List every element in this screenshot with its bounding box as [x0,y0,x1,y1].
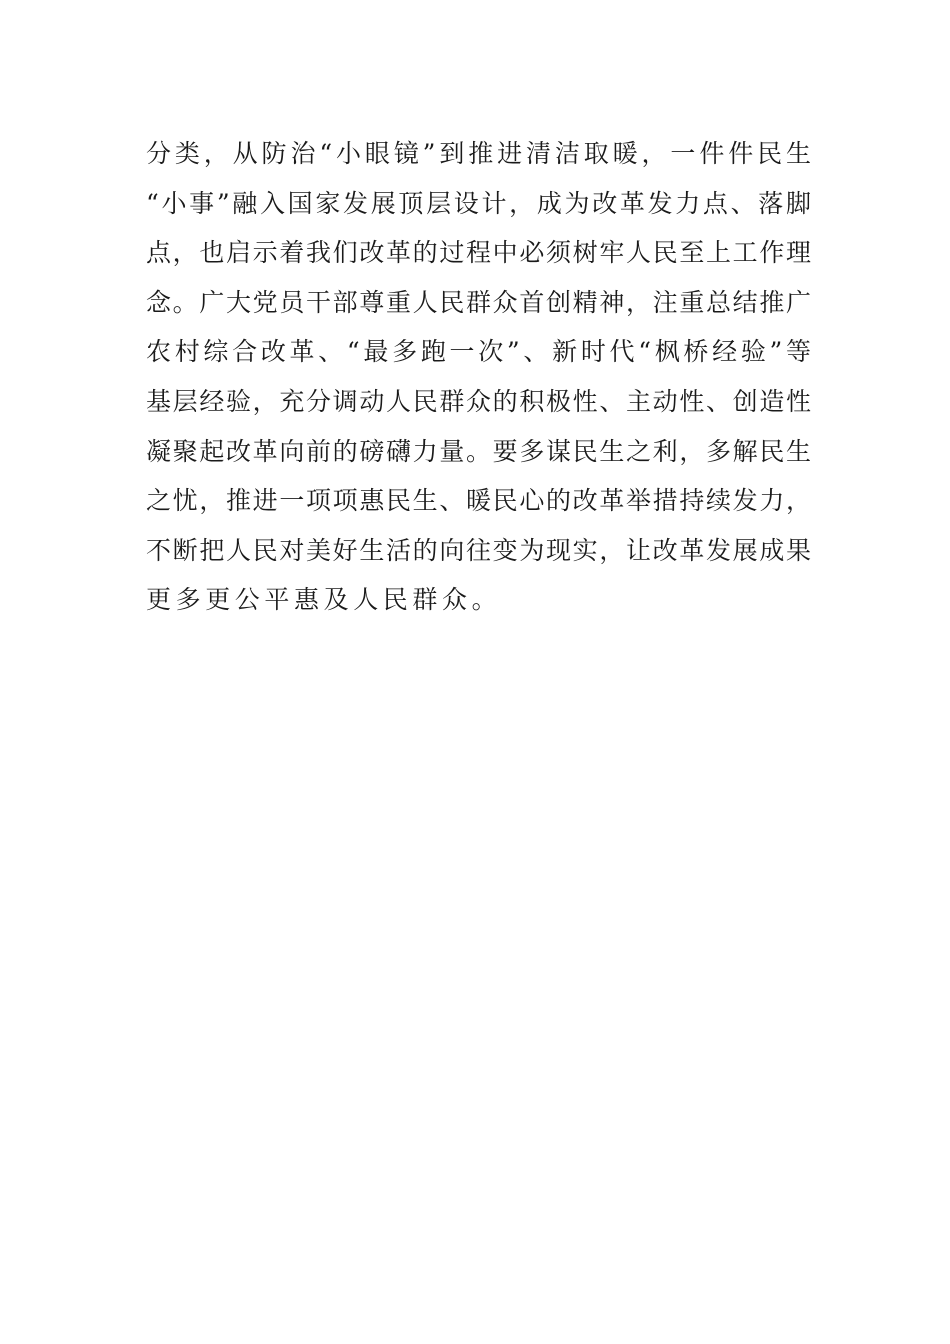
paragraph-line-10: 更多更公平惠及人民群众。 [146,585,502,615]
paragraph-line-9: 不断把人民对美好生活的向往变为现实，让改革发展成果 [146,535,811,565]
paragraph-line-6: 基层经验，充分调动人民群众的积极性、主动性、创造性 [146,386,811,416]
paragraph-line-8: 之忧，推进一项项惠民生、暖民心的改革举措持续发力， [146,486,811,516]
paragraph-line-4: 念。广大党员干部尊重人民群众首创精神，注重总结推广 [146,287,811,317]
paragraph-line-3: 点，也启示着我们改革的过程中必须树牢人民至上工作理 [146,238,811,268]
paragraph-line-1: 分类，从防治“小眼镜”到推进清洁取暖，一件件民生 [146,139,811,168]
paragraph-line-7: 凝聚起改革向前的磅礴力量。要多谋民生之利，多解民生 [146,436,811,466]
paragraph-line-5: 农村综合改革、“最多跑一次”、新时代“枫桥经验”等 [146,337,811,367]
body-paragraph [146,129,811,625]
paragraph-line-2: “小事”融入国家发展顶层设计，成为改革发力点、落脚 [146,188,811,218]
